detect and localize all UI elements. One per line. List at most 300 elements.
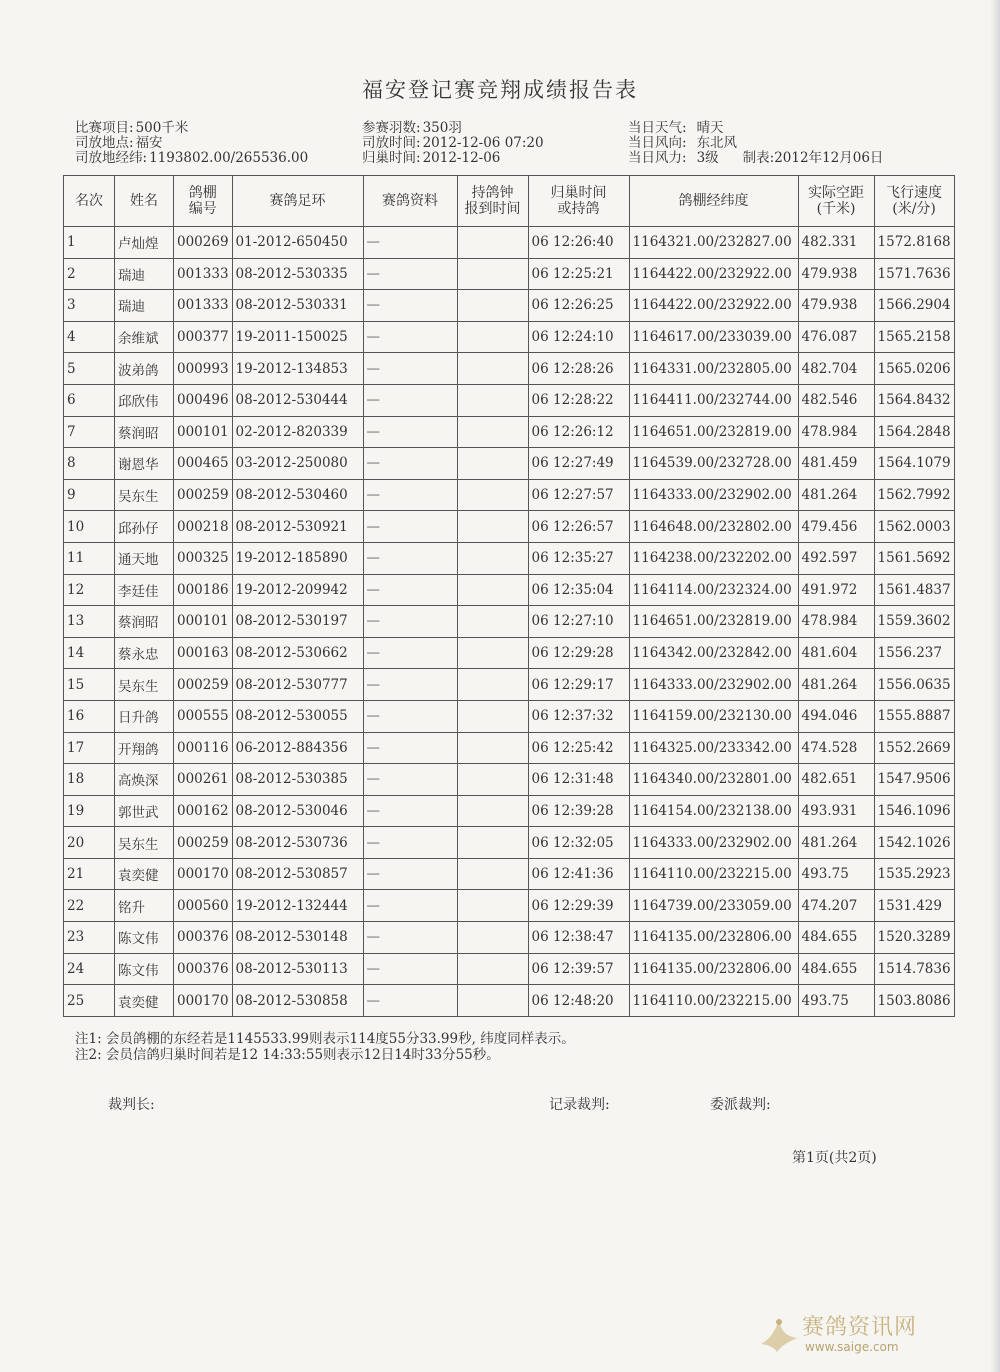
header-rank	[64, 176, 115, 227]
cell-distance: 481.264	[798, 827, 874, 859]
header-rank-text: 名次	[75, 193, 103, 209]
cell-name: 陈文伟	[115, 953, 174, 985]
header-distance	[798, 176, 874, 227]
cell-loft-no: 000163	[174, 637, 233, 669]
table-row	[64, 827, 955, 859]
cell-clock	[457, 827, 528, 859]
cell-return-time: 06 12:38:47	[528, 922, 629, 954]
release-time-line	[362, 136, 544, 151]
cell-loft-no: 000218	[174, 511, 233, 543]
header-distance-line1: 实际空距	[808, 185, 865, 201]
cell-coords: 1164135.00/232806.00	[629, 922, 798, 954]
cell-ring: 08-2012-530331	[232, 290, 363, 322]
cell-ring: 08-2012-530335	[232, 258, 363, 290]
cell-clock	[457, 795, 528, 827]
cell-loft-no: 000101	[174, 416, 233, 448]
cell-ring: 08-2012-530460	[232, 479, 363, 511]
cell-name: 吴东生	[115, 827, 174, 859]
cell-rank: 18	[64, 764, 115, 796]
table-row	[64, 637, 955, 669]
cell-name: 高焕深	[115, 764, 174, 796]
race-info-middle	[362, 121, 544, 166]
cell-clock	[457, 606, 528, 638]
cell-clock	[457, 416, 528, 448]
table-row	[64, 858, 955, 890]
cell-info: —	[363, 858, 457, 890]
cell-info: —	[363, 384, 457, 416]
cell-clock	[457, 384, 528, 416]
cell-name: 郭世武	[115, 795, 174, 827]
cell-coords: 1164238.00/232202.00	[629, 542, 798, 574]
cell-clock	[457, 669, 528, 701]
cell-coords: 1164110.00/232215.00	[629, 858, 798, 890]
cell-coords: 1164340.00/232801.00	[629, 764, 798, 796]
cell-info: —	[363, 227, 457, 259]
header-clock-line2: 报到时间	[464, 201, 521, 217]
cell-rank: 10	[64, 511, 115, 543]
cell-rank: 1	[64, 227, 115, 259]
made-by-value: 2012年12月06日	[774, 150, 884, 166]
cell-clock	[457, 290, 528, 322]
cell-rank: 11	[64, 542, 115, 574]
cell-loft-no: 001333	[174, 258, 233, 290]
cell-info: —	[363, 290, 457, 322]
header-loft-no	[174, 176, 233, 227]
table-row	[64, 953, 955, 985]
cell-return-time: 06 12:31:48	[528, 764, 629, 796]
cell-distance: 478.984	[798, 416, 874, 448]
cell-name: 蔡润昭	[115, 416, 174, 448]
header-distance-line2: (千米)	[816, 201, 856, 217]
cell-info: —	[363, 953, 457, 985]
cell-rank: 13	[64, 606, 115, 638]
cell-distance: 481.604	[798, 637, 874, 669]
cell-ring: 08-2012-530197	[232, 606, 363, 638]
cell-loft-no: 000261	[174, 764, 233, 796]
cell-return-time: 06 12:28:26	[528, 353, 629, 385]
cell-coords: 1164342.00/232842.00	[629, 637, 798, 669]
cell-loft-no: 001333	[174, 290, 233, 322]
cell-coords: 1164651.00/232819.00	[629, 606, 798, 638]
cell-loft-no: 000993	[174, 353, 233, 385]
cell-info: —	[363, 764, 457, 796]
cell-info: —	[363, 258, 457, 290]
cell-coords: 1164325.00/233342.00	[629, 732, 798, 764]
release-place-value: 福安	[135, 135, 163, 151]
cell-name: 瑞迪	[115, 258, 174, 290]
cell-speed: 1547.9506	[874, 764, 954, 796]
cell-coords: 1164648.00/232802.00	[629, 511, 798, 543]
cell-coords: 1164110.00/232215.00	[629, 985, 798, 1017]
cell-info: —	[363, 985, 457, 1017]
header-clock-line1: 持鸽钟	[471, 185, 514, 201]
cell-name: 通天地	[115, 542, 174, 574]
cell-name: 吴东生	[115, 669, 174, 701]
cell-name: 蔡润昭	[115, 606, 174, 638]
cell-info: —	[363, 606, 457, 638]
release-place-label: 司放地点:	[75, 135, 134, 151]
cell-return-time: 06 12:27:49	[528, 448, 629, 480]
cell-info: —	[363, 511, 457, 543]
cell-distance: 482.331	[798, 227, 874, 259]
release-coords-value: 1193802.00/265536.00	[149, 150, 309, 166]
table-row	[64, 764, 955, 796]
watermark-url: www.saige.com	[805, 1340, 899, 1354]
cell-ring: 19-2012-132444	[232, 890, 363, 922]
cell-loft-no: 000162	[174, 795, 233, 827]
release-time-label: 司放时间:	[362, 135, 421, 151]
cell-ring: 08-2012-530736	[232, 827, 363, 859]
header-clock	[457, 176, 528, 227]
cell-clock	[457, 511, 528, 543]
cell-return-time: 06 12:26:25	[528, 290, 629, 322]
release-coords-label: 司放地经纬:	[75, 150, 148, 166]
cell-speed: 1564.8432	[874, 384, 954, 416]
cell-distance: 492.597	[798, 542, 874, 574]
cell-coords: 1164154.00/232138.00	[629, 795, 798, 827]
wind-force-label: 当日风力:	[628, 150, 687, 166]
entries-line	[362, 121, 544, 136]
cell-speed: 1531.429	[874, 890, 954, 922]
cell-ring: 02-2012-820339	[232, 416, 363, 448]
cell-ring: 08-2012-530113	[232, 953, 363, 985]
header-name	[115, 176, 174, 227]
cell-loft-no: 000376	[174, 953, 233, 985]
cell-rank: 19	[64, 795, 115, 827]
cell-loft-no: 000465	[174, 448, 233, 480]
watermark	[755, 1310, 965, 1360]
cell-clock	[457, 732, 528, 764]
race-info-left	[75, 121, 308, 166]
cell-coords: 1164159.00/232130.00	[629, 700, 798, 732]
cell-return-time: 06 12:35:04	[528, 574, 629, 606]
cell-speed: 1571.7636	[874, 258, 954, 290]
cell-rank: 5	[64, 353, 115, 385]
table-row	[64, 669, 955, 701]
cell-return-time: 06 12:39:28	[528, 795, 629, 827]
cell-speed: 1562.0003	[874, 511, 954, 543]
cell-rank: 16	[64, 700, 115, 732]
cell-distance: 474.207	[798, 890, 874, 922]
cell-ring: 08-2012-530385	[232, 764, 363, 796]
made-by-label: 制表:	[742, 150, 775, 166]
cell-distance: 474.528	[798, 732, 874, 764]
cell-clock	[457, 764, 528, 796]
cell-name: 邱孙仔	[115, 511, 174, 543]
cell-clock	[457, 858, 528, 890]
cell-rank: 22	[64, 890, 115, 922]
cell-return-time: 06 12:26:57	[528, 511, 629, 543]
table-row	[64, 290, 955, 322]
cell-return-time: 06 12:41:36	[528, 858, 629, 890]
header-ring-text: 赛鸽足环	[269, 193, 326, 209]
cell-name: 吴东生	[115, 479, 174, 511]
cell-coords: 1164333.00/232902.00	[629, 479, 798, 511]
cell-speed: 1561.4837	[874, 574, 954, 606]
cell-speed: 1564.2848	[874, 416, 954, 448]
table-row	[64, 353, 955, 385]
cell-clock	[457, 227, 528, 259]
cell-speed: 1552.2669	[874, 732, 954, 764]
cell-rank: 2	[64, 258, 115, 290]
cell-rank: 24	[64, 953, 115, 985]
cell-ring: 19-2012-209942	[232, 574, 363, 606]
cell-coords: 1164321.00/232827.00	[629, 227, 798, 259]
cell-rank: 15	[64, 669, 115, 701]
cell-name: 李廷佳	[115, 574, 174, 606]
cell-info: —	[363, 479, 457, 511]
chief-judge-signature: 裁判长:	[108, 1097, 155, 1113]
record-judge-signature: 记录裁判:	[549, 1097, 610, 1113]
cell-ring: 19-2012-134853	[232, 353, 363, 385]
race-item-value: 500千米	[135, 120, 189, 136]
table-row	[64, 542, 955, 574]
header-time-line1: 归巢时间	[550, 185, 607, 201]
table-row	[64, 732, 955, 764]
cell-rank: 25	[64, 985, 115, 1017]
header-speed-line1: 飞行速度	[886, 185, 943, 201]
pigeon-logo-icon	[755, 1310, 803, 1358]
cell-distance: 479.456	[798, 511, 874, 543]
cell-coords: 1164333.00/232902.00	[629, 827, 798, 859]
release-coords-line	[75, 151, 308, 166]
cell-name: 开翔鸽	[115, 732, 174, 764]
cell-rank: 23	[64, 922, 115, 954]
cell-clock	[457, 574, 528, 606]
cell-ring: 03-2012-250080	[232, 448, 363, 480]
results-table	[63, 175, 955, 1017]
cell-loft-no: 000170	[174, 985, 233, 1017]
watermark-site-name: 赛鸽资讯网	[802, 1315, 918, 1340]
cell-distance: 479.938	[798, 290, 874, 322]
header-coords-text: 鸽棚经纬度	[678, 193, 749, 209]
table-row	[64, 227, 955, 259]
cell-return-time: 06 12:25:21	[528, 258, 629, 290]
cell-name: 邱欣伟	[115, 384, 174, 416]
table-row	[64, 985, 955, 1017]
cell-distance: 476.087	[798, 321, 874, 353]
table-row	[64, 448, 955, 480]
cell-distance: 481.264	[798, 479, 874, 511]
cell-rank: 21	[64, 858, 115, 890]
cell-ring: 08-2012-530046	[232, 795, 363, 827]
cell-coords: 1164135.00/232806.00	[629, 953, 798, 985]
cell-loft-no: 000325	[174, 542, 233, 574]
cell-info: —	[363, 416, 457, 448]
cell-distance: 481.264	[798, 669, 874, 701]
cell-clock	[457, 637, 528, 669]
cell-return-time: 06 12:27:10	[528, 606, 629, 638]
cell-speed: 1572.8168	[874, 227, 954, 259]
footnote-2: 注2: 会员信鸽归巢时间若是12 14:33:55则表示12日14时33分55秒。	[75, 1047, 500, 1063]
cell-ring: 08-2012-530777	[232, 669, 363, 701]
table-row	[64, 574, 955, 606]
cell-return-time: 06 12:35:27	[528, 542, 629, 574]
cell-rank: 8	[64, 448, 115, 480]
cell-name: 余维斌	[115, 321, 174, 353]
cell-return-time: 06 12:37:32	[528, 700, 629, 732]
cell-coords: 1164114.00/232324.00	[629, 574, 798, 606]
cell-return-time: 06 12:27:57	[528, 479, 629, 511]
cell-info: —	[363, 827, 457, 859]
cell-ring: 08-2012-530055	[232, 700, 363, 732]
cell-rank: 6	[64, 384, 115, 416]
race-item-line	[75, 121, 308, 136]
cell-distance: 493.75	[798, 858, 874, 890]
cell-speed: 1542.1026	[874, 827, 954, 859]
wind-direction-value: 东北风	[696, 135, 738, 151]
weather-line	[628, 121, 883, 136]
cell-distance: 482.704	[798, 353, 874, 385]
cell-loft-no: 000377	[174, 321, 233, 353]
table-row	[64, 890, 955, 922]
cell-coords: 1164651.00/232819.00	[629, 416, 798, 448]
cell-coords: 1164617.00/233039.00	[629, 321, 798, 353]
table-row	[64, 384, 955, 416]
cell-distance: 484.655	[798, 953, 874, 985]
race-info-right	[628, 121, 883, 166]
cell-name: 陈文伟	[115, 922, 174, 954]
header-coords	[629, 176, 798, 227]
return-time-label: 归巢时间:	[362, 150, 421, 166]
cell-name: 蔡永忠	[115, 637, 174, 669]
cell-distance: 479.938	[798, 258, 874, 290]
table-row	[64, 258, 955, 290]
cell-distance: 484.655	[798, 922, 874, 954]
cell-clock	[457, 258, 528, 290]
cell-ring: 08-2012-530662	[232, 637, 363, 669]
cell-rank: 17	[64, 732, 115, 764]
cell-clock	[457, 321, 528, 353]
cell-rank: 4	[64, 321, 115, 353]
cell-coords: 1164422.00/232922.00	[629, 290, 798, 322]
header-info-text: 赛鸽资料	[382, 193, 439, 209]
cell-return-time: 06 12:24:10	[528, 321, 629, 353]
appointed-judge-signature: 委派裁判:	[710, 1097, 771, 1113]
header-ring	[232, 176, 363, 227]
race-item-label: 比赛项目:	[75, 120, 134, 136]
cell-ring: 08-2012-530444	[232, 384, 363, 416]
header-loft-no-line2: 编号	[188, 201, 217, 217]
cell-rank: 20	[64, 827, 115, 859]
cell-speed: 1565.2158	[874, 321, 954, 353]
entries-label: 参赛羽数:	[362, 120, 421, 136]
table-header-row	[64, 176, 955, 227]
cell-loft-no: 000376	[174, 922, 233, 954]
cell-clock	[457, 542, 528, 574]
cell-return-time: 06 12:39:57	[528, 953, 629, 985]
cell-distance: 481.459	[798, 448, 874, 480]
cell-rank: 12	[64, 574, 115, 606]
cell-info: —	[363, 321, 457, 353]
weather-label: 当日天气:	[628, 120, 687, 136]
cell-name: 瑞迪	[115, 290, 174, 322]
cell-ring: 19-2012-185890	[232, 542, 363, 574]
cell-info: —	[363, 448, 457, 480]
table-row	[64, 922, 955, 954]
cell-distance: 494.046	[798, 700, 874, 732]
cell-name: 谢恩华	[115, 448, 174, 480]
cell-speed: 1503.8086	[874, 985, 954, 1017]
return-time-value: 2012-12-06	[422, 150, 501, 166]
wind-direction-label: 当日风向:	[628, 135, 687, 151]
cell-return-time: 06 12:29:39	[528, 890, 629, 922]
cell-return-time: 06 12:25:42	[528, 732, 629, 764]
cell-info: —	[363, 637, 457, 669]
cell-name: 袁奕健	[115, 985, 174, 1017]
cell-clock	[457, 448, 528, 480]
table-row	[64, 416, 955, 448]
cell-rank: 14	[64, 637, 115, 669]
header-return-time	[528, 176, 629, 227]
header-name-text: 姓名	[130, 193, 158, 209]
cell-loft-no: 000186	[174, 574, 233, 606]
cell-return-time: 06 12:26:40	[528, 227, 629, 259]
cell-ring: 08-2012-530921	[232, 511, 363, 543]
entries-value: 350羽	[422, 120, 462, 136]
cell-distance: 491.972	[798, 574, 874, 606]
table-row	[64, 606, 955, 638]
table-row	[64, 321, 955, 353]
cell-speed: 1562.7992	[874, 479, 954, 511]
cell-distance: 493.931	[798, 795, 874, 827]
cell-name: 铭升	[115, 890, 174, 922]
cell-loft-no: 000259	[174, 827, 233, 859]
cell-speed: 1556.0635	[874, 669, 954, 701]
page-edge-shadow	[990, 0, 1000, 1372]
cell-speed: 1555.8887	[874, 700, 954, 732]
cell-speed: 1520.3289	[874, 922, 954, 954]
cell-coords: 1164539.00/232728.00	[629, 448, 798, 480]
cell-loft-no: 000259	[174, 669, 233, 701]
cell-speed: 1566.2904	[874, 290, 954, 322]
cell-speed: 1564.1079	[874, 448, 954, 480]
table-row	[64, 795, 955, 827]
cell-coords: 1164331.00/232805.00	[629, 353, 798, 385]
table-row	[64, 511, 955, 543]
cell-return-time: 06 12:29:17	[528, 669, 629, 701]
cell-info: —	[363, 732, 457, 764]
cell-info: —	[363, 574, 457, 606]
cell-return-time: 06 12:26:12	[528, 416, 629, 448]
report-title: 福安登记赛竞翔成绩报告表	[362, 78, 638, 102]
cell-info: —	[363, 542, 457, 574]
return-time-line	[362, 151, 544, 166]
cell-info: —	[363, 700, 457, 732]
cell-coords: 1164411.00/232744.00	[629, 384, 798, 416]
cell-return-time: 06 12:32:05	[528, 827, 629, 859]
cell-clock	[457, 985, 528, 1017]
cell-coords: 1164422.00/232922.00	[629, 258, 798, 290]
cell-speed: 1546.1096	[874, 795, 954, 827]
release-time-value: 2012-12-06 07:20	[422, 135, 544, 151]
cell-coords: 1164739.00/233059.00	[629, 890, 798, 922]
cell-speed: 1535.2923	[874, 858, 954, 890]
release-place-line	[75, 136, 308, 151]
weather-value: 晴天	[696, 120, 724, 136]
cell-name: 袁奕健	[115, 858, 174, 890]
cell-name: 波弟鸽	[115, 353, 174, 385]
cell-rank: 3	[64, 290, 115, 322]
cell-clock	[457, 953, 528, 985]
cell-ring: 08-2012-530858	[232, 985, 363, 1017]
header-loft-no-line1: 鸽棚	[188, 185, 217, 201]
cell-speed: 1565.0206	[874, 353, 954, 385]
cell-name: 卢灿煌	[115, 227, 174, 259]
cell-info: —	[363, 669, 457, 701]
cell-distance: 478.984	[798, 606, 874, 638]
cell-speed: 1556.237	[874, 637, 954, 669]
